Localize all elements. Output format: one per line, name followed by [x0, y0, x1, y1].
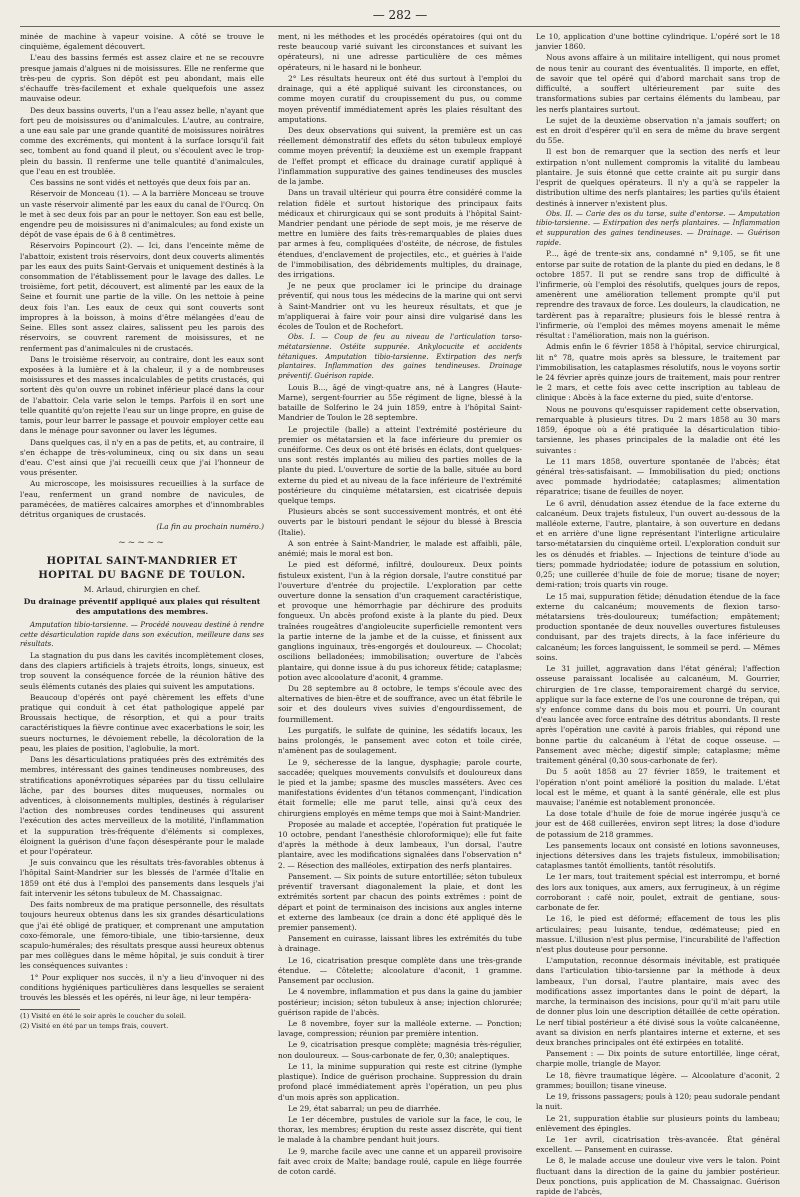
paragraph: Le 9, marche facile avec une canne et un appareil provisoire fait avec croix de Malte; bandage roulé, capule en liège fourrée de coton cardé. — [278, 1146, 522, 1177]
paragraph: L'amputation, reconnue désormais inévitable, est pratiquée dans l'articulation tibio-tarsienne par la méthode à deux lambeaux, l'un dorsal, l'autre plantaire, mais avec des modifications assez importantes dans le point de départ, la marche, la terminaison des incisions, pour qu'il m'ait paru utile de donner plus loin une description détaillée de cette opération. Le nerf tibial postérieur a été divisé sous la voûte calcanéenne, avant sa division en nerfs plantaires interne et externe, et ses deux branches principales ont été extirpées en totalité. — [536, 956, 780, 1047]
paragraph: Le 16, cicatrisation presque complète dans une très-grande étendue. — Côtelette; alcoolature d'aconit, 1 gramme. Pansement par occlusion. — [278, 955, 522, 986]
paragraph: L'eau des bassins fermés est assez claire et ne se recouvre presque jamais d'algues ni de moisissures. Elle ne renferme que très-peu de cypris. Son dépôt est peu abondant, mais elle s'échauffe très-facilement et exhale quelquefois une assez mauvaise odeur. — [20, 53, 264, 104]
column-3 — [536, 32, 780, 1197]
column-2 — [278, 32, 522, 1177]
paragraph: Le 1er décembre, pustules de variole sur la face, le cou, le thorax, les membres; éruption du reste assez discrète, qui tient le malade à la chambre pendant huit jours. — [278, 1114, 522, 1145]
paragraph: Louis B..., âgé de vingt-quatre ans, né à Langres (Haute-Marne), sergent-fourrier au 55e régiment de ligne, blessé à la bataille de Solferino le 24 juin 1859, entre à l'hôpital Saint-Mandrier de Toulon le 28 septembre. — [278, 382, 522, 423]
paragraph: Je suis convaincu que les résultats très-favorables obtenus à l'hôpital Saint-Mandrier sur les blessés de l'armée d'Italie en 1859 ont été dus à l'emploi des pansements dans lesquels j'ai fait intervenir les sétons tubuleux de M. Chassaignac. — [20, 858, 264, 898]
paragraph: Plusieurs abcès se sont successivement montrés, et ont été ouverts par le bistouri pendant le séjour du blessé à Brescia (Italie). — [278, 507, 522, 537]
paragraph: Pansement en cuirasse, laissant libres les extrémités du tube à drainage. — [278, 934, 522, 954]
paragraph: Proposée au malade et acceptée, l'opération fut pratiquée le 10 octobre, pendant l'anesthésie chloroformique); elle fut faite d'après la méthode à deux lambeaux, l'un dorsal, l'autre plantaire, avec les modifications signalées dans l'observation n° 2. — Résection des malléoles, extirpation des nerfs plantaires. — [278, 819, 522, 870]
paragraph: Je ne peux que proclamer ici le principe du drainage préventif, qui nous tous les médecins de la marine qui ont servi à Saint-Mandrier ont vu les heureux résultats, et que je m'appliquerai à faire voir pour ainsi dire vulgarisé dans les écoles de Toulon et de Rochefort. — [278, 281, 522, 332]
paragraph: Le 8, le malade accuse une douleur vive vers le talon. Point fluctuant dans la direction de la gaine du jambier postérieur. Deux ponctions, puis application de M. Chassaignac. Guérison rapide de l'abcès, — [536, 1156, 780, 1197]
section-title: HOPITAL SAINT-MANDRIER ET HOPITAL DU BAGNE DE TOULON. — [38, 555, 246, 581]
paragraph: Le projectile (balle) a atteint l'extrémité postérieure du premier os métatarsien et la face inférieure du premier os cunéiforme. Ces deux os ont été brisés en éclats, dont quelques-uns sont restés implantés au milieu des parties molles de la plante du pied. L'ouverture de sortie de la balle, située au bord externe du pied et au niveau de la face inférieure de l'extrémité postérieure du cinquième métatarsien, est cicatrisée depuis quelque temps. — [278, 424, 522, 506]
paragraph: minée de machine à vapeur voisine. A côté se trouve le cinquième, également découvert. — [20, 32, 264, 52]
article-summary: Amputation tibio-tarsienne. — Procédé nouveau destiné à rendre cette désarticulation rapide dans son exécution, meilleure dans ses résultats. — [20, 620, 264, 649]
paragraph: Le 1er mars, tout traitement spécial est interrompu, et borné des lors aux toniques, aux amers, aux ferrugineux, à un régime corroborant : café noir, poulet, extrait de gentiane, sous-carbonate de fer. — [536, 872, 780, 913]
paragraph: Pansement : — Dix points de suture entortillée, linge cérat, charpie molle, triangle de Mayor. — [536, 1049, 780, 1069]
ornament-divider: ~~~~~ — [118, 537, 166, 548]
footnote: (2) Visité en été par un temps frais, couvert. — [20, 1022, 169, 1031]
paragraph: Du 5 août 1858 au 27 février 1859, le traitement et l'opération n'ont point amélioré la position du malade. L'état local est le même, et quant à la santé générale, elle est plus mauvaise; l'anémie est notablement prononcée. — [536, 767, 780, 807]
author-line: M. Arlaud, chirurgien en chef. — [83, 584, 201, 594]
paragraph: Le 6 avril, dénudation assez étendue de la face externe du calcanéum. Deux trajets fistuleux, l'un ouvert au-dessous de la malléole externe, l'autre, plantaire, à son ouverture en dedans et en arrière d'une ligne représentant l'interligne articulaire tarso-métatarsien du cinquième orteil. L'exploration conduit sur les os dénudés et friables. — Injections de teinture d'iode au tiers; pommade hydriodatée; iodure de potassium en solution, 0,25; une cuillerée d'huile de foie de morue; tisane de noyer; demi-ration; trois quarts vin rouge. — [536, 498, 780, 590]
paragraph: Le 16, le pied est déformé; effacement de tous les plis articulaires; peau luisante, tendue, œdémateuse; pied en massue. L'illusion n'est plus permise, l'incurabilité de l'affection n'est plus douteuse pour personne. — [536, 914, 780, 954]
paragraph: Dans un travail ultérieur qui pourra être considéré comme la relation fidèle et surtout historique des principaux faits médicaux et chirurgicaux qui se sont produits à l'hôpital Saint-Mandrier pendant une période de sept mois, je me réserve de mettre en lumière des faits très-remarquables de plaies dues par armes à feu, compliquées d'ostéite, de nécrose, de fistules étendues, d'enclavement de projectiles, etc., et guéries à l'aide de l'immobilisation, des débridements multiples, du drainage, des irrigations. — [278, 188, 522, 280]
columns — [20, 32, 780, 1197]
paragraph: Le 29, état sabarral; un peu de diarrhée. — [288, 1103, 441, 1113]
paragraph: Réservoirs Popincourt (2). — Ici, dans l'enceinte même de l'abattoir, existent trois réservoirs, dont deux couverts alimentés par les eaux des puits Saint-Gervais et uniquement destinés à la consommation de l'établissement pour le lavage des dalles. Le troisième, fort petit, découvert, est alimenté par les eaux de la Seine et fournit une partie de la ville. On les nettoie à peine deux fois l'an. Les eaux de ceux qui sont couverts sont impropres à la boisson, à moins d'être mélangées d'eau de Seine. Elles sont assez claires, salissent peu les parois des réservoirs, se couvrent rarement de moisissures, et ne renferment pas d'animalcules ni de crustacés. — [20, 241, 264, 353]
paragraph: La stagnation du pus dans les cavités incomplètement closes, dans des clapiers artificiels à trajets étroits, longs, sinueux, est trop souvent la conséquence forcée de la réunion hâtive des seuls éléments cutanés des plaies qui suivent les amputations. — [20, 650, 264, 691]
paragraph: Beaucoup d'opérés ont payé chèrement les effets d'une pratique qui conduit à cet état pathologique appelé par Broussais hectique, de résorption, et qui a pour traits caractéristiques la fièvre continue avec exacerbations le soir, les sueurs nocturnes, le dévoiement rebelle, la décoloration de la peau, les plaies de position, l'aglobulie, la mort. — [20, 692, 264, 753]
paragraph: Pansement. — Six points de suture entortillée; séton tubuleux préventif traversant diagonalement la plaie, et dont les extrémités sortent par chacun des points extrêmes : point de départ et point de terminaison des incisions aux angles interne et externe des lambeaux (ce drain a donc été appliqué dès le premier pansement). — [278, 871, 522, 932]
continuation-note: (La fin au prochain numéro.) — [156, 522, 264, 532]
footnote: (1) Visité en été le soir après le coucher du soleil. — [20, 1012, 186, 1021]
paragraph: Nous avons affaire à un militaire intelligent, qui nous promet de nous tenir au courant des éventualités. Il importe, en effet, de savoir que tel opéré qui d'abord marchait sans trop de difficulté, a souffert ultérieurement par suite des transformations subies par certains éléments du lambeau, par les nerfs plantaires surtout. — [536, 53, 780, 114]
column-1 — [20, 32, 264, 1152]
paragraph: Au microscope, les moisissures recueillies à la surface de l'eau, renferment un grand nombre de navicules, de paramécées, de matières calcaires amorphes et d'innombrables détritus organiques de crustacés. — [20, 479, 264, 520]
paragraph: La dose totale d'huile de foie de morue ingérée jusqu'à ce jour est de 468 cuillerées, environ sept litres; la dose d'iodure de potassium de 218 grammes. — [536, 809, 780, 839]
paragraph: Le 9, cicatrisation presque complète; magnésia très-régulier, non douloureux. — Sous-carbonate de fer, 0,30; analeptiques. — [278, 1040, 522, 1060]
paragraph: Le 31 juillet, aggravation dans l'état général; l'affection osseuse paraissant localisée au calcanéum, M. Gourrier, chirurgien de 1re classe, temporairement chargé du service, applique sur la face externe de l'os une couronne de trépan, qui s'y enfonce comme dans du bois mou et pourri. Un courant d'eau lancée avec force entraîne des détritus abondants. Il reste après l'opération une cavité à parois friables, qui répond une bonne partie du calcanéum à l'état de coque osseuse. — Pansement avec mèche; digestif simple; cataplasme; même traitement général (0,30 sous-carbonate de fer). — [536, 664, 780, 766]
paragraph: Il est bon de remarquer que la section des nerfs et leur extirpation n'ont nullement compromis la vitalité du lambeau plantaire. Je suis étonné que cette crainte ait pu surgir dans l'esprit de quelques opérateurs. Il n'y a qu'à se rappeler la distribution ultime des nerfs plantaires; les parties qu'ils étaient destinés à innerver n'existent plus. — [536, 147, 780, 208]
paragraph: Dans quelques cas, il n'y en a pas de petits, et, au contraire, il s'en échappe de très-volumineux, cinq ou six dans un seau d'eau. C'est ainsi que j'ai recueilli ceux que j'ai l'honneur de vous présenter. — [20, 437, 264, 478]
paragraph: 1° Pour expliquer nos succès, il n'y a lieu d'invoquer ni des conditions hygiéniques particulières dans lesquelles se seraient trouvés les blessés et les opérés, ni leur âge, ni leur tempéra- — [20, 972, 264, 1003]
paragraph: Des faits nombreux de ma pratique personnelle, des résultats toujours heureux obtenus dans les six grandes désarticulations que j'ai été obligé de pratiquer, et comprenant une amputation coxo-fémorale, une fémoro-tibiale, une tibio-tarsienne, deux scapulo-humérales; des résultats presque aussi heureux obtenus par mes collègues dans le même hôpital, je suis conduit à tirer les conséquences suivantes : — [20, 900, 264, 971]
paragraph: Des deux observations qui suivent, la première est un cas réellement démonstratif des effets du séton tubuleux employé comme moyen préventif; la deuxième est un exemple frappant de l'effet prompt et efficace du drainage curatif appliqué à l'inflammation suppurative des gaines tendineuses des muscles de la jambe. — [278, 125, 522, 187]
paragraph: Admis enfin le 6 février 1858 à l'hôpital, service chirurgical, lit n° 78, quatre mois après sa blessure, le traitement par l'immobilisation, les cataplasmes résolutifs, nous le voyons sortir le 24 février après quinze jours de traitement, mais pour rentrer le 2 mars, et cette fois avec cette inscription au tableau de clinique : Abcès à la face externe du pied, suite d'entorse. — [536, 342, 780, 403]
article-subtitle: Du drainage préventif appliqué aux plaies qui résultent des amputations des membres. — [23, 596, 261, 617]
paragraph: Le sujet de la deuxième observation n'a jamais souffert; on est en droit d'espérer qu'il en sera de même du brave sergent du 55e. — [536, 115, 780, 146]
paragraph: P..., âgé de trente-six ans, condamné n° 9,105, se fit une entorse par suite de rotation de la plante du pied en dedans, le 8 octobre 1857. Il put se rendre sans trop de difficulté à l'infirmerie, où l'emploi des résolutifs, quelques jours de repos, amenèrent une amélioration tellement prompte qu'il put reprendre des travaux de force. Les douleurs, la claudication, ne tardèrent pas à reparaître; plusieurs fois le blessé rentra à l'infirmerie, où l'emploi des mêmes moyens amenait le même résultat : l'amélioration, mais non la guérison. — [536, 249, 780, 341]
paragraph: Le 11 mars 1858, ouverture spontanée de l'abcès; état général très-satisfaisant. — Immobilisation du pied; onctions avec pommade hydriodatée; cataplasmes; alimentation réparatrice; tisane de feuilles de noyer. — [536, 456, 780, 497]
page-number: — 282 — — [372, 8, 428, 22]
observation-title: Obs. II. — Carie des os du tarse, suite d'entorse. — Amputation tibio-tarsienne. — Extirpation des nerfs plantaires. — Inflammation et suppuration des gaines tendineuses. — Drainage. — Guérison rapide. — [536, 209, 780, 247]
paragraph: Le 4 novembre, inflammation et pus dans la gaine du jambier postérieur; incision; séton tubuleux à anse; injection chlorurée; guérison rapide de l'abcès. — [278, 987, 522, 1017]
paragraph: Du 28 septembre au 8 octobre, le temps s'écoule avec des alternatives de bien-être et de souffrance, avec un état fébrile le soir et des douleurs vives suivies d'engourdissement, de fourmillement. — [278, 683, 522, 724]
paragraph: Le 15 mai, suppuration fétide; dénudation étendue de la face externe du calcanéum; mouvements de flexion tarso-métatarsiens très-douloureux; tuméfaction; empâtement; production spontanée de deux nouvelles ouvertures fistuleuses conduisant, par des trajets directs, à la face inférieure du calcanéum; les forces languissent, le sommeil se perd. — Mêmes soins. — [536, 591, 780, 662]
paragraph: Dans les désarticulations pratiquées près des extrémités des membres, intéressant des gaines tendineuses nombreuses, des stratifications aponévrotiques séparées par du tissu cellulaire lâche, par des bourses dites muqueuses, normales ou adventices, à cloisonnements multiples, destinés à régulariser l'action des nombreuses cordes tendineuses qui assurent l'exécution des actes merveilleux de la motilité, l'inflammation et la suppuration très-fréquente d'éléments si complexes, éloignent la guérison d'une façon désespérante pour le malade et pour l'opérateur. — [20, 755, 264, 857]
paragraph: Le 10, application d'une bottine cylindrique. L'opéré sort le 18 janvier 1860. — [536, 32, 780, 52]
observation-title: Obs. I. — Coup de feu au niveau de l'articulation tarso-métatarsienne. Ostéite suppurée. Ankylocucite et accidents tétaniques. Amputation tibio-tarsienne. Extirpation des nerfs plantaires. Inflammation des gaines tendineuses. Drainage préventif. Guérison rapide. — [278, 333, 522, 380]
paragraph: Le 1er avril, cicatrisation très-avancée. État général excellent. — Pansement en cuirasse. — [536, 1134, 780, 1155]
paragraph: Le 9, sécheresse de la langue, dysphagie; parole courte, saccadée; quelques mouvements convulsifs et douloureux dans le pied et la jambe; spasme des muscles masséters. Avec ces manifestations évidentes d'un tétanos commençant, l'indication était formelle; elle me parut telle, ainsi qu'à ceux des chirurgiens employés en même temps que moi à Saint-Mandrier. — [278, 757, 522, 818]
paragraph: 2° Les résultats heureux ont été dus surtout à l'emploi du drainage, qui a été appliqué suivant les circonstances, ou comme moyen curatif du croupissement du pus, ou comme moyen préventif immédiatement après les plaies résultant des amputations. — [278, 73, 522, 124]
paragraph: Le 21, suppuration établie sur plusieurs points du lambeau; enlèvement des épingles. — [536, 1113, 780, 1133]
paragraph: Le 19, frissons passagers; pouls à 120; peau sudorale pendant la nuit. — [536, 1092, 780, 1112]
paragraph: ment, ni les méthodes et les procédés opératoires (qui ont du reste beaucoup varié suivant les circonstances et suivant les opérateurs), ni une adresse particulière de ces mêmes opérateurs, ni le hasard ni le bonheur. — [278, 32, 522, 72]
paragraph: Le 18, fièvre traumatique légère. — Alcoolature d'aconit, 2 grammes; bouillon; tisane vineuse. — [536, 1070, 780, 1090]
paragraph: Le 11, la minime suppuration qui reste est citrine (lymphe plastique). Indice de guérison prochaine. Suppression du drain profond placé immédiatement après l'opération, un peu plus d'un mois après son application. — [278, 1061, 522, 1102]
paragraph: Dans le troisième réservoir, au contraire, dont les eaux sont exposées à la lumière et à la chaleur, il y a de nombreuses moisissures et des masses incalculables de petits crustacés, qui sortent dès qu'on ouvre un robinet inférieur placé dans la cour de l'abattoir. Cela varie selon le temps. Parfois il en sort une telle quantité qu'on rejette l'eau sur un linge propre, en guise de tamis, pour leur barrer le passage et pouvoir employer cette eau dans le ménage pour savonner ou laver les légumes. — [20, 354, 264, 436]
paragraph: Les pansements locaux ont consisté en lotions savonneuses, injections détersives dans les trajets fistuleux, immobilisation; cataplasmes tantôt émollients, tantôt résolutifs. — [536, 840, 780, 871]
paragraph: A son entrée à Saint-Mandrier, le malade est affaibli, pâle, anémié; mais le moral est bon. — [278, 538, 522, 559]
paragraph: Des deux bassins ouverts, l'un a l'eau assez belle, n'ayant que fort peu de moisissures ou d'animalcules. L'autre, au contraire, a une eau sale par une grande quantité de moisissures noirâtres comme des excréments, qui montent à la surface lorsqu'il fait sec, tombent au fond quand il pleut, ou s'écoulent avec le trop-plein du bassin. Il renferme une telle quantité d'animalcules, que l'eau en est troublée. — [20, 105, 264, 176]
paragraph: Le 8 novembre, foyer sur la malléole externe. — Ponction; lavage, compression; réunion par première intention. — [278, 1018, 522, 1039]
paragraph: Le pied est déformé, infiltré, douloureux. Deux points fistuleux existent, l'un à la région dorsale, l'autre constitué par l'ouverture d'entrée du projectile. L'exploration par cette ouverture donne la sensation d'un craquement caractéristique, et provoque une hémorrhagie par déchirure des produits fongueux. Un abcès profond existe à la plante du pied. Deux traînées rougeâtres d'angioleucite superficielle remontent vers la partie interne de la jambe et de la cuisse, et finissent aux ganglions inguinaux, très-engorgés et douloureux. — Chocolat; oscilions belladonées; immobilisation; ouverture de l'abcès plantaire, qui donne issue à du pus ichoreux fétide; cataplasme; potion avec alcoolature d'aconit, 4 gramme. — [278, 560, 522, 682]
paragraph: Réservoir de Monceau (1). — A la barrière Monceau se trouve un vaste réservoir alimenté par les eaux du canal de l'Ourcq. On le met à sec deux fois par an pour le nettoyer. Son eau est belle, engendre peu de moisissures ni d'animalcules; au fond existe un dépôt de vase épais de 6 à 8 centimètres. — [20, 189, 264, 240]
paragraph: Nous ne pouvons qu'esquisser rapidement cette observation, remarquable à plusieurs titres. Du 2 mars 1858 au 30 mars 1859, époque où a été pratiquée la désarticulation tibio-tarsienne, les phases principales de la maladie ont été les suivantes : — [536, 404, 780, 455]
paragraph: Ces bassins ne sont vidés et nettoyés que deux fois par an. — [30, 178, 251, 188]
header-rule — [20, 26, 780, 27]
paragraph: Les purgatifs, le sulfate de quinine, les sédatifs locaux, les bains prolongés, le pansement avec coton et toile cirée, n'amènent pas de soulagement. — [278, 725, 522, 756]
footnote-rule — [20, 1009, 80, 1010]
